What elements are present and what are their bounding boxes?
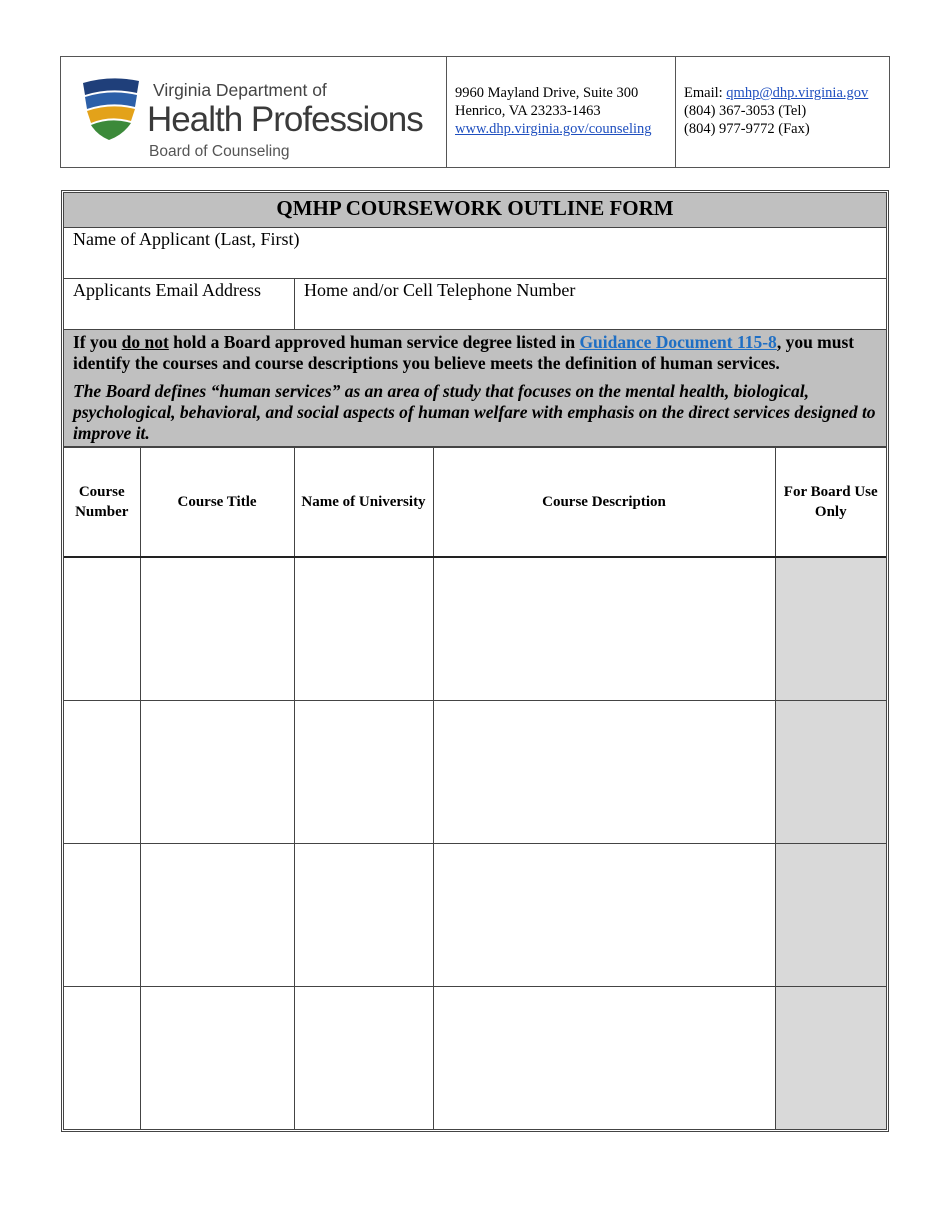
- applicant-email-label: Applicants Email Address: [73, 280, 261, 300]
- table-row: [64, 987, 886, 1130]
- address-block: [447, 57, 676, 167]
- website-link[interactable]: www.dhp.virginia.gov/counseling: [455, 121, 652, 137]
- university-cell[interactable]: [294, 987, 433, 1130]
- col-course-number: Course Number: [64, 448, 140, 557]
- street-address: 9960 Mayland Drive, Suite 300: [455, 85, 639, 101]
- instruction-text: If you do not hold a Board approved human service degree listed in Guidance Document 115-8, you must identify the courses and course descriptions you believe meets the definition of human services.: [73, 332, 855, 373]
- university-cell[interactable]: [294, 701, 433, 844]
- board-use-cell: [775, 701, 886, 844]
- form-title: QMHP COURSEWORK OUTLINE FORM: [64, 193, 886, 228]
- email-link[interactable]: qmhp@dhp.virginia.gov: [726, 85, 869, 101]
- logo-block: [61, 57, 447, 167]
- dhp-logo-icon: [81, 77, 141, 141]
- board-use-cell: [775, 557, 886, 701]
- letterhead: [60, 56, 890, 168]
- course-number-cell[interactable]: [64, 701, 140, 844]
- tel-line: (804) 367-3053 (Tel): [684, 103, 807, 119]
- col-course-description: Course Description: [433, 448, 775, 557]
- contact-block: [676, 57, 889, 167]
- applicant-name-field[interactable]: [64, 228, 886, 278]
- course-number-cell[interactable]: [64, 987, 140, 1130]
- course-table: [64, 448, 886, 1129]
- table-row: [64, 557, 886, 701]
- email-line: [684, 84, 889, 102]
- board-use-cell: [775, 844, 886, 987]
- logo-agency-name: Health Professions: [147, 100, 423, 139]
- applicant-phone-label: Home and/or Cell Telephone Number: [304, 280, 576, 300]
- logo-agency-line: Virginia Department of: [153, 80, 327, 100]
- coursework-form: [61, 190, 889, 1132]
- guidance-document-link[interactable]: Guidance Document 115-8: [579, 332, 777, 352]
- university-cell[interactable]: [294, 844, 433, 987]
- course-number-cell[interactable]: [64, 844, 140, 987]
- applicant-email-field[interactable]: [64, 279, 295, 329]
- table-row: [64, 844, 886, 987]
- board-use-cell: [775, 987, 886, 1130]
- email-label: Email:: [684, 85, 727, 101]
- table-row: [64, 701, 886, 844]
- col-course-title: Course Title: [140, 448, 294, 557]
- course-title-cell[interactable]: [140, 701, 294, 844]
- applicant-name-row: [64, 228, 886, 279]
- university-cell[interactable]: [294, 557, 433, 701]
- fax-line: (804) 977-9772 (Fax): [684, 121, 810, 137]
- col-board-use: For Board Use Only: [775, 448, 886, 557]
- course-description-cell[interactable]: [433, 701, 775, 844]
- contact-info-row: [64, 279, 886, 330]
- city-address: Henrico, VA 23233-1463: [455, 103, 601, 119]
- applicant-phone-field[interactable]: [295, 279, 886, 329]
- course-description-cell[interactable]: [433, 987, 775, 1130]
- course-title-cell[interactable]: [140, 844, 294, 987]
- course-number-cell[interactable]: [64, 557, 140, 701]
- course-description-cell[interactable]: [433, 844, 775, 987]
- human-services-definition: The Board defines “human services” as an area of study that focuses on the mental health, biological, psychological, behavioral, and social aspects of human welfare with emphasis on the direct services designed to improve it.: [73, 381, 876, 443]
- course-title-cell[interactable]: [140, 557, 294, 701]
- course-description-cell[interactable]: [433, 557, 775, 701]
- do-not-emphasis: do not: [121, 332, 169, 352]
- applicant-name-label: Name of Applicant (Last, First): [73, 229, 300, 249]
- course-table-header: [64, 448, 886, 557]
- logo-board-name: Board of Counseling: [149, 143, 290, 160]
- course-title-cell[interactable]: [140, 987, 294, 1130]
- instructions-block: [64, 330, 886, 448]
- col-university: Name of University: [294, 448, 433, 557]
